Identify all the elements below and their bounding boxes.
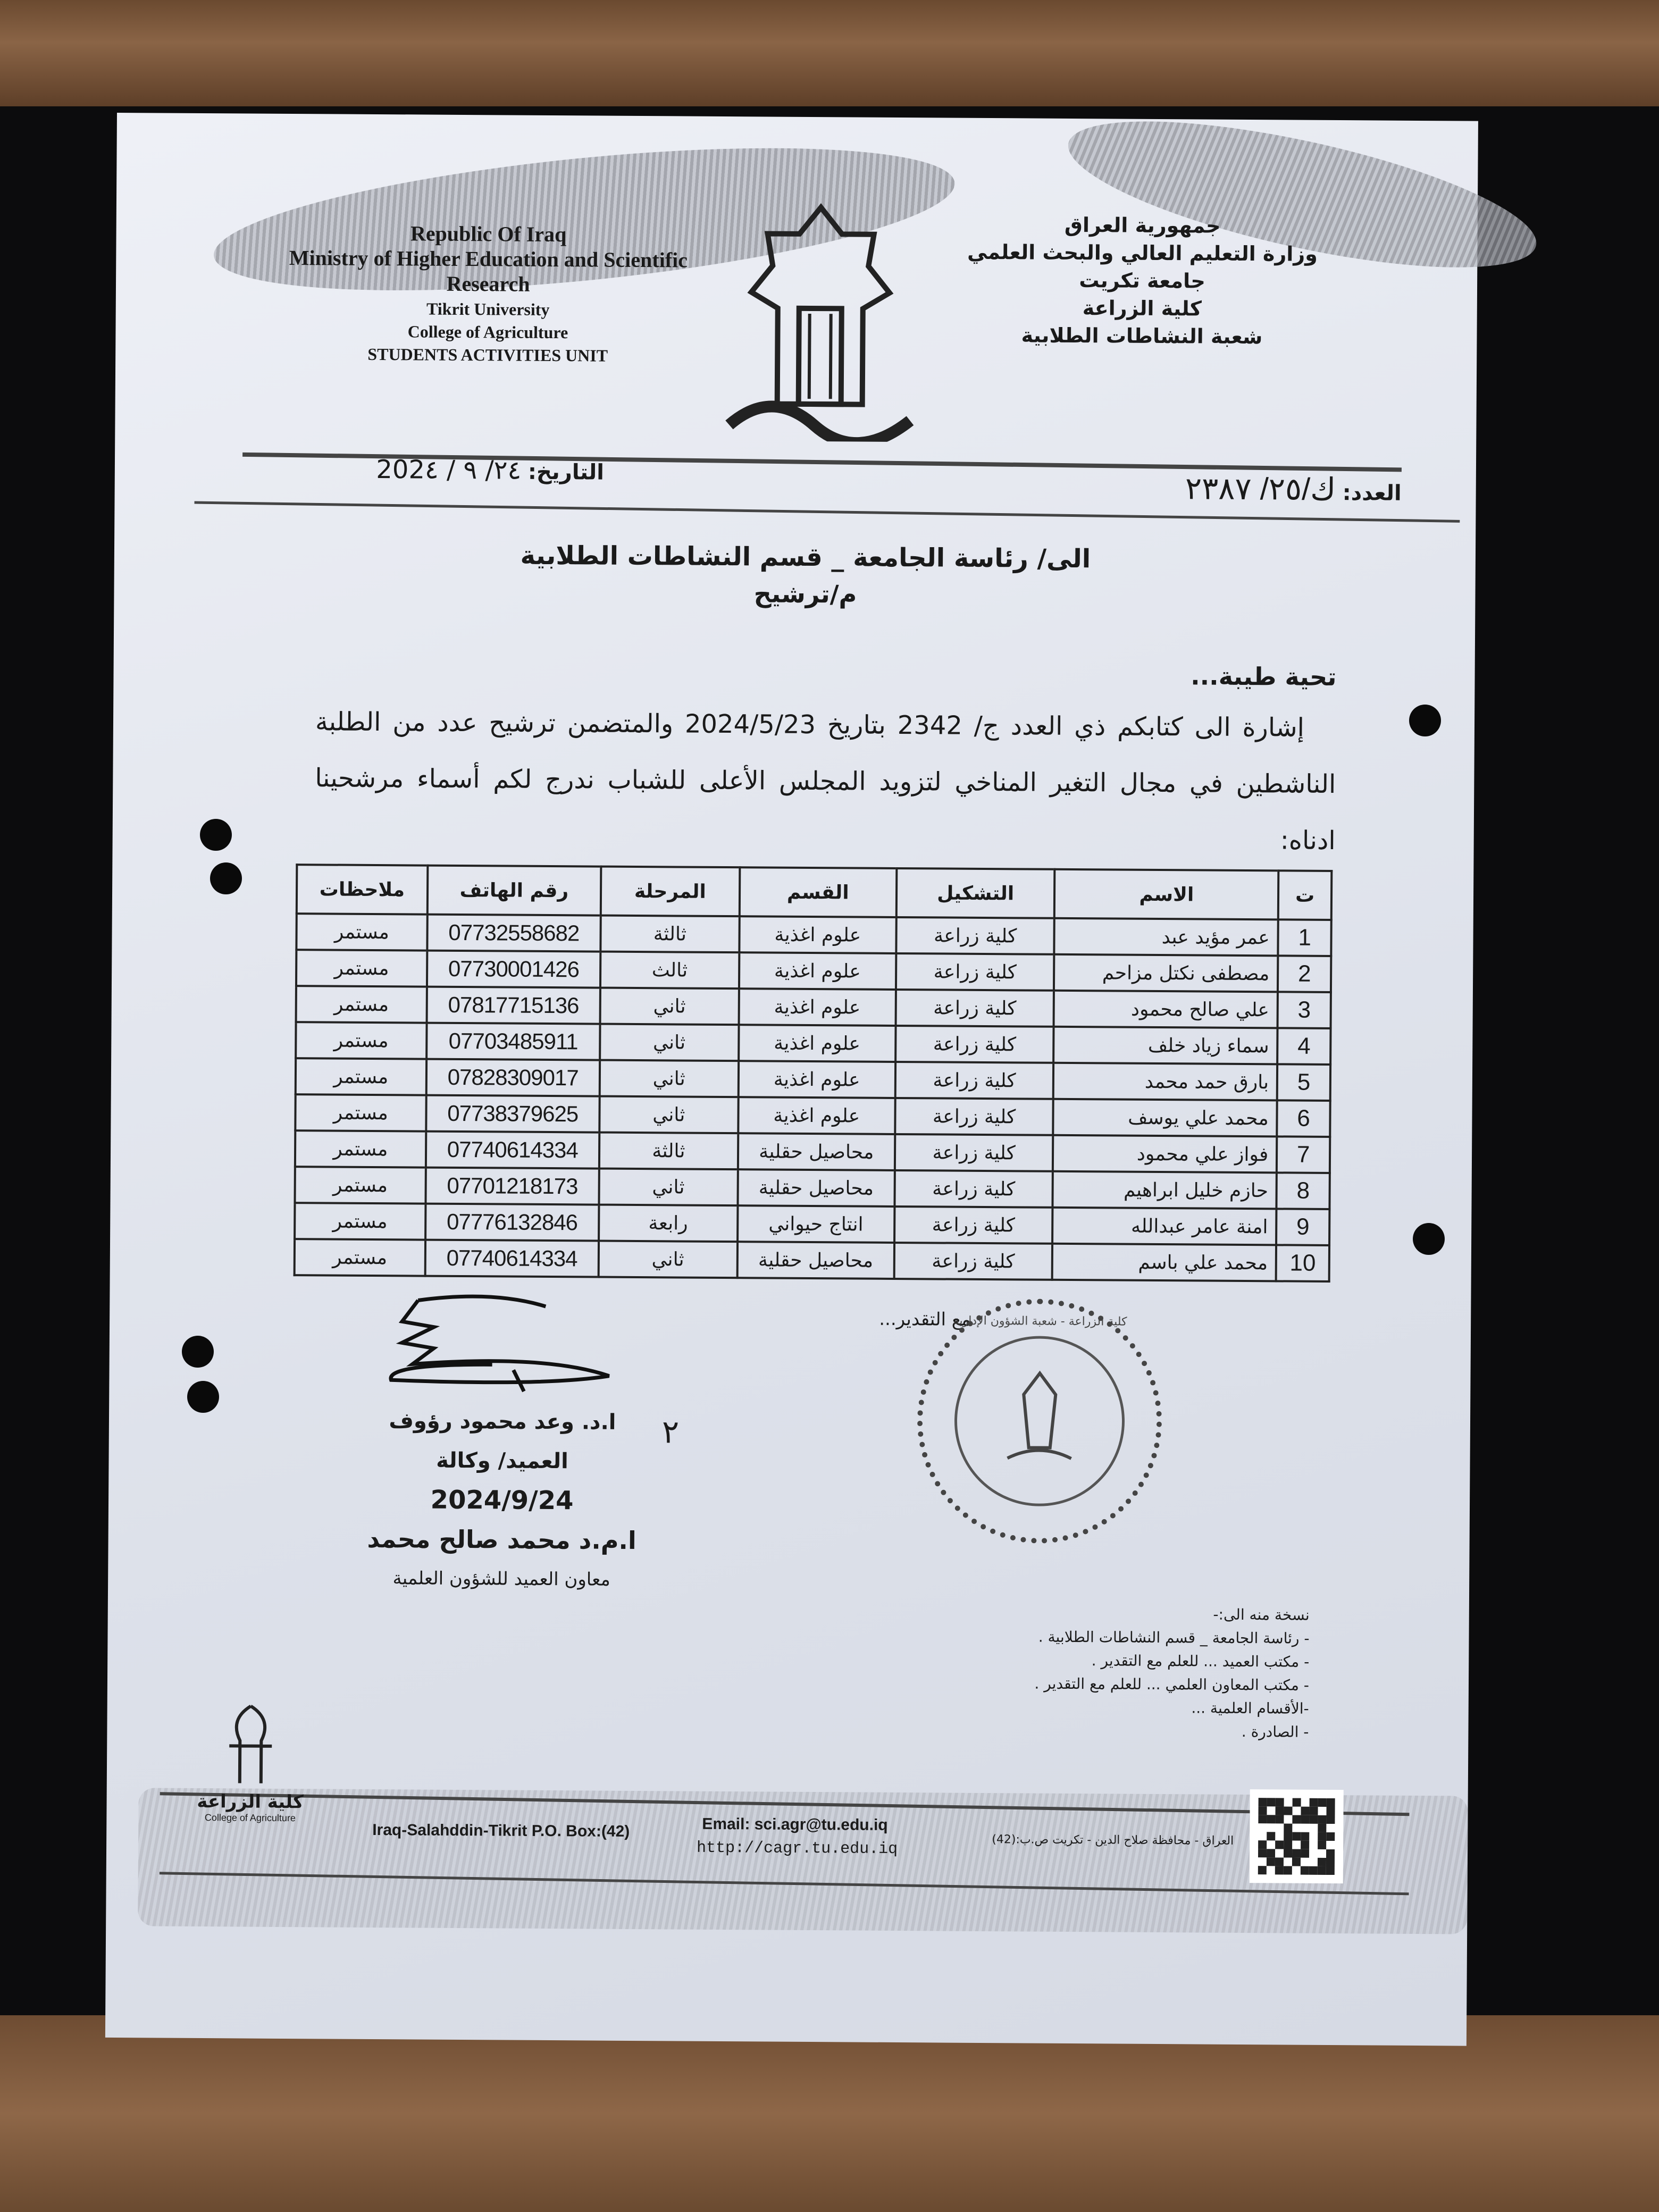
student-name: محمد علي باسم (1052, 1244, 1276, 1281)
formation: كلية زراعة (896, 917, 1054, 954)
cc-item: - مكتب المعاون العلمي ... للعلم مع التقدير . (1034, 1674, 1310, 1694)
punch-hole (187, 1381, 219, 1413)
department: علوم اغذية (738, 1097, 895, 1134)
phone-number: 07738379625 (426, 1095, 600, 1133)
footer-email[interactable]: Email: sci.agr@tu.edu.iq (702, 1815, 888, 1834)
header-en-line: Tikrit University (426, 299, 550, 319)
phone-number: 07730001426 (427, 951, 601, 988)
row-index: 3 (1278, 992, 1331, 1028)
department: علوم اغذية (739, 916, 896, 953)
stage: ثاني (599, 1241, 738, 1278)
phone-number: 07817715136 (426, 987, 600, 1024)
col-header-index: ت (1278, 870, 1331, 920)
letter-body: إشارة الى كتابكم ذي العدد ج/ 2342 بتاريخ 2024/5/23 والمتضمن ترشيح عدد من الطلبة الناشطين في مجال التغير المناخي لتزويد المجلس الأعلى للشباب ندرج لكم أسماء مرشحينا ادناه: (315, 707, 1336, 856)
cc-item: - رئاسة الجامعة _ قسم النشاطات الطلابية . (1038, 1628, 1310, 1647)
signer-name: ا.د. وعد محمود رؤوف (389, 1409, 616, 1435)
number-value: ك/٢٥/ ٢٣٨٧ (1185, 471, 1336, 507)
deputy-name: ا.م.د محمد صالح محمد (367, 1524, 636, 1555)
reference-number (923, 468, 1402, 507)
sign-date: 2024/9/24 (430, 1485, 574, 1516)
footer-url[interactable]: http://cagr.tu.edu.iq (696, 1839, 898, 1859)
row-index: 1 (1278, 919, 1331, 956)
notes: مستمر (295, 1130, 426, 1167)
table-row (296, 914, 1331, 956)
formation: كلية زراعة (896, 953, 1054, 991)
date-value: ٢٤/ ٩ / 202٤ (376, 454, 522, 485)
student-name: سماء زياد خلف (1054, 1027, 1278, 1065)
notes: مستمر (295, 1167, 425, 1203)
regards: مع التقدير... (879, 1308, 971, 1330)
department: محاصيل حقلية (738, 1133, 895, 1170)
document-page (105, 113, 1478, 2046)
department: علوم اغذية (739, 988, 896, 1026)
col-header-stage: المرحلة (601, 867, 740, 917)
table-row (296, 1058, 1330, 1101)
student-name: عمر مؤيد عبد (1054, 918, 1278, 956)
formation: كلية زراعة (895, 1134, 1053, 1171)
department: علوم اغذية (739, 952, 896, 990)
department: انتاج حيواني (738, 1205, 895, 1243)
candidates-table (294, 864, 1333, 1283)
student-name: امنة عامر عبدالله (1052, 1208, 1276, 1245)
stage: ثاني (599, 1096, 738, 1134)
student-name: مصطفى نكتل مزاحم (1054, 954, 1278, 992)
department: محاصيل حقلية (737, 1242, 894, 1279)
cc-title: نسخة منه الى:- (1213, 1605, 1310, 1624)
row-index: 4 (1277, 1028, 1330, 1065)
notes: مستمر (295, 1094, 426, 1131)
formation: كلية زراعة (895, 990, 1054, 1027)
table-header-row (297, 865, 1332, 920)
signature-block (331, 1401, 673, 1600)
phone-number: 07740614334 (425, 1240, 599, 1277)
college-logo (186, 1703, 314, 1824)
stage: رابعة (599, 1205, 738, 1242)
row-index: 6 (1277, 1100, 1330, 1137)
punch-hole (1409, 705, 1441, 736)
formation: كلية زراعة (895, 1062, 1054, 1099)
college-logo-en: College of Agriculture (204, 1812, 296, 1824)
row-index: 5 (1277, 1064, 1330, 1101)
header-en-line: STUDENTS ACTIVITIES UNIT (367, 344, 608, 365)
punch-hole (182, 1336, 214, 1368)
subject: م/ترشيح (753, 579, 857, 609)
desk-surface-top (0, 0, 1659, 106)
punch-hole (210, 862, 242, 894)
header-en-line: Republic Of Iraq (410, 221, 567, 247)
row-index: 7 (1277, 1136, 1330, 1173)
phone-number: 07828309017 (426, 1059, 600, 1096)
notes: مستمر (295, 1239, 425, 1276)
notes: مستمر (296, 1022, 426, 1059)
table-row (295, 1239, 1329, 1281)
formation: كلية زراعة (894, 1170, 1053, 1208)
header-ar-line: شعبة النشاطات الطلابية (1021, 323, 1263, 349)
phone-number: 07703485911 (426, 1023, 600, 1060)
handwritten-mark: ٢ (661, 1413, 680, 1451)
college-logo-ar: كلية الزراعة (197, 1790, 304, 1813)
notes: مستمر (296, 1058, 426, 1095)
student-name: فواز علي محمود (1053, 1135, 1277, 1173)
stamp-text: كلية الزراعة - شعبة الشؤون الإدارية (953, 1314, 1127, 1329)
formation: كلية زراعة (895, 1026, 1054, 1063)
student-name: محمد علي يوسف (1053, 1099, 1277, 1137)
col-header-phone: رقم الهاتف (427, 866, 601, 916)
header-ar-line: كلية الزراعة (1082, 296, 1202, 321)
row-index: 9 (1276, 1209, 1329, 1245)
phone-number: 07776132846 (425, 1204, 599, 1241)
department: علوم اغذية (739, 1025, 896, 1062)
table-row (295, 1203, 1329, 1245)
stage: ثالثة (600, 916, 739, 953)
student-name: بارق حمد محمد (1053, 1063, 1277, 1101)
official-stamp (917, 1298, 1163, 1544)
stage: ثاني (599, 1169, 738, 1206)
col-header-notes: ملاحظات (297, 865, 428, 914)
reference-date (306, 454, 604, 485)
header-en-line: Ministry of Higher Education and Scientific (289, 245, 688, 272)
greeting: تحية طيبة... (1191, 661, 1337, 692)
header-en-line: Research (446, 271, 530, 296)
deputy-title: معاون العميد للشؤون العلمية (392, 1568, 610, 1590)
punch-hole (200, 819, 232, 851)
table-row (295, 1094, 1330, 1137)
formation: كلية زراعة (894, 1206, 1053, 1244)
notes: مستمر (295, 1203, 425, 1239)
department: محاصيل حقلية (738, 1169, 895, 1206)
phone-number: 07701218173 (425, 1168, 599, 1205)
notes: مستمر (296, 914, 427, 950)
header-en-line: College of Agriculture (407, 322, 568, 342)
formation: كلية زراعة (894, 1243, 1052, 1280)
stage: ثاني (600, 988, 739, 1025)
cc-list (990, 1602, 1310, 1744)
col-header-name: الاسم (1054, 869, 1278, 920)
header-arabic (956, 208, 1329, 353)
cc-item: - مكتب العميد ... للعلم مع التقدير . (1091, 1652, 1310, 1671)
header-ar-line: جمهورية العراق (1064, 213, 1221, 238)
table-row (295, 1167, 1329, 1209)
cc-item: - الصادرة . (1241, 1722, 1309, 1741)
date-label: التاريخ: (527, 459, 605, 485)
department: علوم اغذية (738, 1061, 895, 1098)
signer-title: العميد/ وكالة (436, 1448, 568, 1474)
footer-address-ar: العراق - محافظة صلاح الدين - تكريت ص.ب:(42) (992, 1833, 1234, 1848)
row-index: 10 (1276, 1245, 1329, 1281)
punch-hole (1413, 1223, 1445, 1255)
university-logo (708, 202, 933, 442)
notes: مستمر (296, 986, 427, 1023)
phone-number: 07732558682 (427, 915, 601, 952)
footer-address-en: Iraq-Salahddin-Tikrit P.O. Box:(42) (372, 1821, 630, 1840)
qr-code[interactable] (1250, 1789, 1344, 1883)
col-header-formation: التشكيل (896, 868, 1055, 918)
formation: كلية زراعة (895, 1098, 1053, 1135)
stage: ثالث (600, 952, 739, 989)
header-ar-line: وزارة التعليم العالي والبحث العلمي (967, 240, 1318, 266)
table-row (296, 986, 1331, 1028)
stage: ثاني (600, 1024, 739, 1061)
stage: ثالثة (599, 1133, 738, 1170)
stage: ثاني (600, 1060, 739, 1097)
addressee: الى/ رئاسة الجامعة _ قسم النشاطات الطلابية (520, 540, 1091, 574)
student-name: حازم خليل ابراهيم (1053, 1171, 1277, 1209)
table-row (296, 1022, 1330, 1065)
header-english (222, 220, 755, 366)
cc-item: -الأقسام العلمية ... (1191, 1699, 1309, 1717)
table-row (295, 1130, 1330, 1173)
row-index: 2 (1278, 956, 1331, 992)
notes: مستمر (296, 950, 427, 986)
student-name: علي صالح محمود (1054, 991, 1278, 1028)
col-header-department: القسم (739, 867, 896, 917)
handwritten-signature (386, 1289, 631, 1400)
number-label: العدد: (1342, 481, 1402, 506)
header-ar-line: جامعة تكريت (1079, 269, 1205, 293)
row-index: 8 (1277, 1172, 1330, 1209)
phone-number: 07740614334 (426, 1132, 600, 1169)
table-row (296, 950, 1331, 992)
